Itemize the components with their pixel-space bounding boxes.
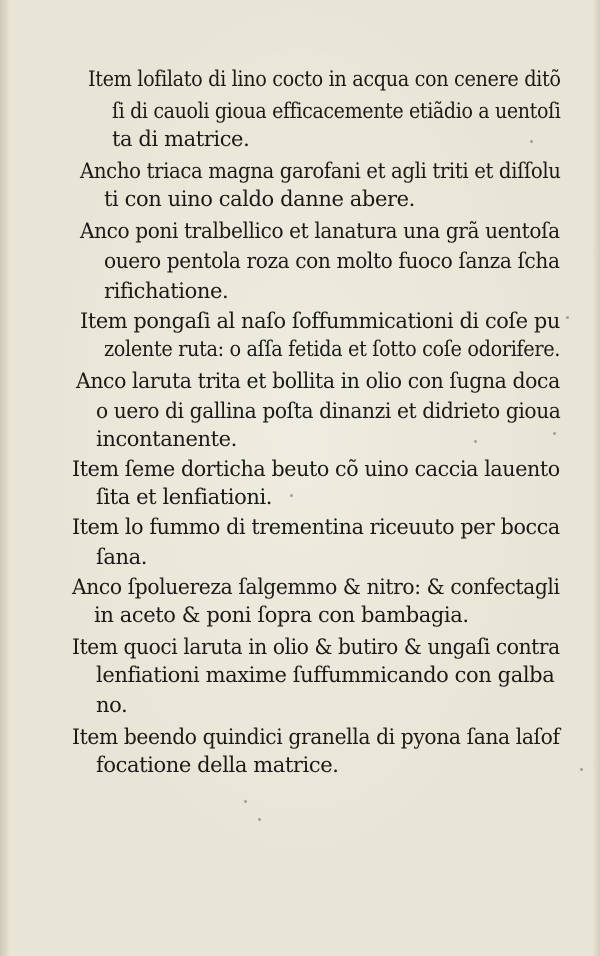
text-line: Ancho triaca magna garofani et agli triti et diſſolu — [80, 159, 561, 183]
text-line: o uero di gallina poſta dinanzi et didrieto gioua — [96, 399, 561, 423]
text-line: Anco ſpoluereza ſalgemmo & nitro: & confectagli — [72, 575, 560, 599]
text-line: ta di matrice. — [112, 127, 250, 151]
text-line: rifichatione. — [104, 279, 229, 303]
text-line: incontanente. — [96, 427, 237, 451]
text-line: lenfiationi maxime ſuffummicando con galba — [96, 663, 555, 687]
text-line: focatione della matrice. — [96, 753, 339, 777]
text-line: Item ſeme dorticha beuto cõ uino caccia lauento — [72, 457, 560, 481]
text-line: ſi di cauoli gioua efficacemente etiãdio a uentoſi — [112, 99, 561, 123]
text-line: zolente ruta: o aſſa fetida et ſotto coſe odorifere. — [104, 337, 561, 361]
text-line: Item lo fummo di trementina riceuuto per bocca — [72, 515, 560, 539]
text-line: Item beendo quindici granella di pyona ſana laſof — [72, 725, 560, 749]
text-line: ſita et lenfiationi. — [96, 485, 273, 509]
text-line: Item lofilato di lino cocto in acqua con cenere ditõ — [88, 67, 561, 91]
text-line: ſana. — [96, 545, 148, 569]
text-line: ti con uino caldo danne abere. — [104, 187, 415, 211]
text-line: no. — [96, 693, 128, 717]
text-line: Item quoci laruta in olio & butiro & ungaſi contra — [72, 635, 560, 659]
text-line: Item pongaſi al naſo ſoffummicationi di coſe pu — [80, 309, 560, 333]
text-line: in aceto & poni ſopra con bambagia. — [94, 603, 469, 627]
text-line: ouero pentola roza con molto fuoco ſanza ſcha — [104, 249, 560, 273]
text-line: Anco laruta trita et bollita in olio con ſugna doca — [76, 369, 560, 393]
text-line: Anco poni tralbellico et lanatura una grã uentoſa — [80, 219, 560, 243]
